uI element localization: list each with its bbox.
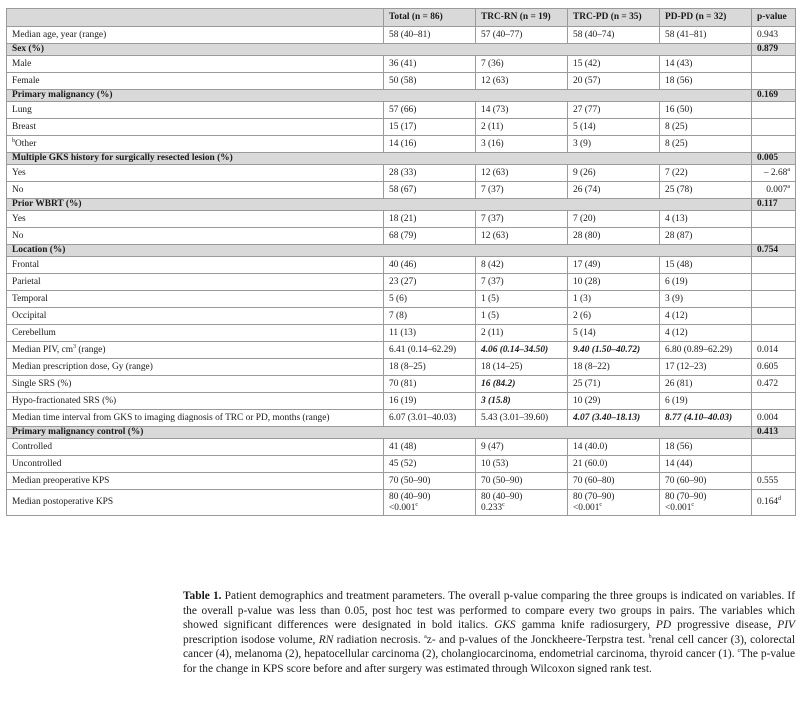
value-cell: 10 (53): [476, 456, 568, 473]
row-label: No: [7, 228, 384, 245]
value-cell: 70 (50–90): [476, 473, 568, 490]
p-value-cell: 0.555: [752, 473, 796, 490]
abbr-term: PD: [655, 619, 672, 632]
value-cell: 18 (8–25): [384, 359, 476, 376]
row-label: Single SRS (%): [7, 376, 384, 393]
row-label: Median postoperative KPS: [7, 490, 384, 516]
row-label: Median PIV, $cm^3$ (range): [7, 342, 384, 359]
table-row: [7, 228, 796, 245]
value-cell: 14 (43): [660, 56, 752, 73]
caption-note-b: renal cell cancer (3), colorectal cancer (4), melanoma (2), hepatocellular carcinoma (2), cholangiocarcinoma, endometrial carcinoma, thyroid cancer (1).: [183, 633, 796, 661]
value-cell: 12 (63): [476, 228, 568, 245]
p-value-cell: [752, 291, 796, 308]
header-cell: PD-PD (n = 32): [660, 9, 752, 27]
value-cell: 15 (48): [660, 257, 752, 274]
value-cell: 3 (15.8): [476, 393, 568, 410]
value-cell: 16 (50): [660, 102, 752, 119]
section-row: [7, 153, 796, 165]
value-cell: 4 (12): [660, 325, 752, 342]
value-cell: 12 (63): [476, 165, 568, 182]
table-row: [7, 410, 796, 427]
table-caption: Table 1. Patient demographics and treatment parameters. The overall p-value comparing the three groups is indicated on variables. If the overall p-value was less than 0.05, post hoc test was performed to compare every two groups in pairs. The variables which showed significant differences were designated in bold italics. GKS gamma knife radiosurgery, PD progressive disease, PIV prescription isodose volume, RN radiation necrosis. $^a$z- and p-values of the Jonckheere-Terpstra test. $^b$renal cell cancer (3), colorectal cancer (4), melanoma (2), hepatocellular carcinoma (2), cholangiocarcinoma, endometrial carcinoma, thyroid cancer (1). $^c$The p-value for the change in KPS score before and after surgery was estimated through Wilcoxon signed rank test.: [183, 590, 796, 675]
row-label: Controlled: [7, 439, 384, 456]
abbr-def: radiation necrosis.: [333, 633, 421, 646]
p-value-cell: 0.943: [752, 27, 796, 44]
header-cell: TRC-PD (n = 35): [568, 9, 660, 27]
p-value-cell: [752, 136, 796, 153]
table-row: [7, 342, 796, 359]
p-value-cell: [752, 56, 796, 73]
value-cell: 18 (56): [660, 439, 752, 456]
table-row: [7, 274, 796, 291]
value-cell: 6 (19): [660, 274, 752, 291]
value-cell: 50 (58): [384, 73, 476, 90]
row-label: Uncontrolled: [7, 456, 384, 473]
p-value-cell: 0.413: [752, 427, 796, 439]
value-cell: 8 (25): [660, 136, 752, 153]
table-row: [7, 291, 796, 308]
value-cell: 7 (20): [568, 211, 660, 228]
superscript: c: [502, 501, 505, 508]
header-cell: TRC-RN (n = 19): [476, 9, 568, 27]
table-body: [7, 27, 796, 516]
value-cell: 7 (8): [384, 308, 476, 325]
section-row: [7, 245, 796, 257]
superscript: d: [778, 495, 782, 502]
table-row: [7, 73, 796, 90]
section-row: [7, 90, 796, 102]
table-row: [7, 359, 796, 376]
row-label: Cerebellum: [7, 325, 384, 342]
row-label: Occipital: [7, 308, 384, 325]
p-value-cell: [752, 73, 796, 90]
value-cell: 16 (84.2): [476, 376, 568, 393]
abbr-def: prescription isodose volume,: [183, 633, 319, 646]
value-cell: 3 (9): [568, 136, 660, 153]
p-value-cell: 0.472: [752, 376, 796, 393]
value-cell: 1 (3): [568, 291, 660, 308]
value-cell: 80 (40–90) 0.233$^c$: [476, 490, 568, 516]
value-cell: 20 (57): [568, 73, 660, 90]
value-cell: 70 (50–90): [384, 473, 476, 490]
p-value-cell: [752, 393, 796, 410]
value-cell: 68 (79): [384, 228, 476, 245]
table-row: [7, 376, 796, 393]
abbr-term: GKS: [494, 619, 516, 632]
value-cell: 9 (26): [568, 165, 660, 182]
caption-text: Patient demographics and treatment parameters. The overall p-value comparing the three groups is indicated on variables. If the overall p-value was less than 0.05, post hoc test was performed to compare every two groups in pairs. The variables which showed significant differences were designated in bold italics.: [183, 590, 795, 632]
section-label: Multiple GKS history for surgically resected lesion (%): [7, 153, 752, 165]
value-cell: 40 (46): [384, 257, 476, 274]
table-row: [7, 27, 796, 44]
value-cell: 12 (63): [476, 73, 568, 90]
section-label: Primary malignancy control (%): [7, 427, 752, 439]
value-cell: 25 (71): [568, 376, 660, 393]
table-row: [7, 211, 796, 228]
value-cell: 14 (40.0): [568, 439, 660, 456]
value-cell: 17 (12–23): [660, 359, 752, 376]
value-cell: 57 (40–77): [476, 27, 568, 44]
table-row: [7, 439, 796, 456]
value-cell: 3 (9): [660, 291, 752, 308]
value-cell: 1 (5): [476, 291, 568, 308]
value-cell: 58 (67): [384, 182, 476, 199]
abbr-term: PIV: [777, 619, 795, 632]
value-cell: 7 (37): [476, 274, 568, 291]
value-cell: 6.41 (0.14–62.29): [384, 342, 476, 359]
value-cell: 41 (48): [384, 439, 476, 456]
value-cell: 2 (11): [476, 325, 568, 342]
value-cell: 26 (74): [568, 182, 660, 199]
section-row: [7, 44, 796, 56]
value-cell: 4.07 (3.40–18.13): [568, 410, 660, 427]
row-label: Median preoperative KPS: [7, 473, 384, 490]
value-cell: 80 (70–90) <0.001$^c$: [660, 490, 752, 516]
value-cell: 58 (40–81): [384, 27, 476, 44]
p-value-cell: 0.605: [752, 359, 796, 376]
value-cell: 70 (60–90): [660, 473, 752, 490]
p-value-cell: 0.005: [752, 153, 796, 165]
p-value-cell: 0.169: [752, 90, 796, 102]
value-cell: 7 (36): [476, 56, 568, 73]
value-cell: 8.77 (4.10–40.03): [660, 410, 752, 427]
row-label: Temporal: [7, 291, 384, 308]
row-label: Yes: [7, 211, 384, 228]
section-label: Location (%): [7, 245, 752, 257]
superscript: a: [787, 183, 790, 190]
value-cell: 3 (16): [476, 136, 568, 153]
table-header: [7, 9, 796, 27]
value-cell: 5 (14): [568, 119, 660, 136]
value-cell: 1 (5): [476, 308, 568, 325]
value-cell: 80 (40–90) <0.001$^c$: [384, 490, 476, 516]
value-cell: 16 (19): [384, 393, 476, 410]
value-cell: 5 (6): [384, 291, 476, 308]
value-cell: 28 (80): [568, 228, 660, 245]
table-row: [7, 257, 796, 274]
value-cell: 27 (77): [568, 102, 660, 119]
value-cell: 45 (52): [384, 456, 476, 473]
p-value-cell: [752, 308, 796, 325]
value-cell: 7 (37): [476, 182, 568, 199]
value-cell: 23 (27): [384, 274, 476, 291]
demographics-table: [6, 8, 796, 516]
abbr-def: gamma knife radiosurgery,: [515, 619, 656, 632]
p-value-cell: [752, 119, 796, 136]
superscript: b: [12, 137, 15, 144]
value-cell: 14 (16): [384, 136, 476, 153]
value-cell: 18 (8–22): [568, 359, 660, 376]
p-value-cell: 0.014: [752, 342, 796, 359]
value-cell: 14 (44): [660, 456, 752, 473]
table-row: [7, 182, 796, 199]
superscript: 3: [73, 343, 77, 350]
p-value-cell: 0.879: [752, 44, 796, 56]
p-value-cell: – 2.68$^a$: [752, 165, 796, 182]
caption-note-a: z- and p-values of the Jonckheere-Terpstra test.: [426, 633, 649, 646]
table-row: [7, 325, 796, 342]
value-cell: 17 (49): [568, 257, 660, 274]
value-cell: 70 (60–80): [568, 473, 660, 490]
p-value-cell: [752, 228, 796, 245]
table-row: [7, 136, 796, 153]
value-cell: 28 (33): [384, 165, 476, 182]
table-row: [7, 119, 796, 136]
value-cell: 7 (22): [660, 165, 752, 182]
caption-note-c: The p-value for the change in KPS score before and after surgery was estimated through Wilcoxon signed rank test.: [183, 648, 796, 675]
value-cell: 6.07 (3.01–40.03): [384, 410, 476, 427]
value-cell: 18 (56): [660, 73, 752, 90]
value-cell: 26 (81): [660, 376, 752, 393]
superscript: c: [415, 501, 419, 508]
value-cell: 4 (12): [660, 308, 752, 325]
row-label: No: [7, 182, 384, 199]
value-cell: 36 (41): [384, 56, 476, 73]
header-cell: Total (n = 86): [384, 9, 476, 27]
section-label: Primary malignancy (%): [7, 90, 752, 102]
row-label: Yes: [7, 165, 384, 182]
table-row: [7, 490, 796, 516]
section-label: Prior WBRT (%): [7, 199, 752, 211]
value-cell: 10 (29): [568, 393, 660, 410]
section-label: Sex (%): [7, 44, 752, 56]
table-row: [7, 473, 796, 490]
row-label: Hypo-fractionated SRS (%): [7, 393, 384, 410]
value-cell: 58 (41–81): [660, 27, 752, 44]
value-cell: 9 (47): [476, 439, 568, 456]
section-row: [7, 427, 796, 439]
value-cell: 28 (87): [660, 228, 752, 245]
row-label: Lung: [7, 102, 384, 119]
value-cell: 14 (73): [476, 102, 568, 119]
value-cell: 8 (42): [476, 257, 568, 274]
value-cell: 2 (11): [476, 119, 568, 136]
p-value-cell: [752, 439, 796, 456]
superscript: c: [691, 501, 695, 508]
value-cell: 10 (28): [568, 274, 660, 291]
p-value-cell: 0.164$^d$: [752, 490, 796, 516]
row-label: Parietal: [7, 274, 384, 291]
p-value-cell: [752, 102, 796, 119]
value-cell: 18 (21): [384, 211, 476, 228]
row-label: Frontal: [7, 257, 384, 274]
superscript: c: [599, 501, 603, 508]
table-row: [7, 102, 796, 119]
p-value-cell: [752, 456, 796, 473]
value-cell: 4.06 (0.14–34.50): [476, 342, 568, 359]
row-label: Median time interval from GKS to imaging diagnosis of TRC or PD, months (range): [7, 410, 384, 427]
abbr-def: progressive disease,: [671, 619, 778, 632]
value-cell: 5 (14): [568, 325, 660, 342]
p-value-cell: [752, 274, 796, 291]
section-row: [7, 199, 796, 211]
table-row: [7, 308, 796, 325]
p-value-cell: [752, 211, 796, 228]
value-cell: 70 (81): [384, 376, 476, 393]
table-row: [7, 56, 796, 73]
value-cell: 15 (17): [384, 119, 476, 136]
p-value-cell: 0.754: [752, 245, 796, 257]
value-cell: 2 (6): [568, 308, 660, 325]
value-cell: 15 (42): [568, 56, 660, 73]
p-value-cell: 0.117: [752, 199, 796, 211]
row-label: Male: [7, 56, 384, 73]
row-label: Female: [7, 73, 384, 90]
value-cell: 9.40 (1.50–40.72): [568, 342, 660, 359]
abbr-term: RN: [318, 633, 334, 646]
table-row: [7, 456, 796, 473]
p-value-cell: 0.004: [752, 410, 796, 427]
table-row: [7, 393, 796, 410]
superscript: a: [787, 166, 790, 173]
row-label: Breast: [7, 119, 384, 136]
value-cell: 80 (70–90) <0.001$^c$: [568, 490, 660, 516]
value-cell: 7 (37): [476, 211, 568, 228]
value-cell: 4 (13): [660, 211, 752, 228]
header-cell: [7, 9, 384, 27]
row-label: Median age, year (range): [7, 27, 384, 44]
p-value-cell: 0.007$^a$: [752, 182, 796, 199]
value-cell: 57 (66): [384, 102, 476, 119]
value-cell: 5.43 (3.01–39.60): [476, 410, 568, 427]
value-cell: 25 (78): [660, 182, 752, 199]
table-row: [7, 165, 796, 182]
caption-label: Table 1.: [183, 590, 222, 602]
header-p-value: p-value: [752, 9, 796, 27]
row-label: $^b$Other: [7, 136, 384, 153]
value-cell: 58 (40–74): [568, 27, 660, 44]
value-cell: 6.80 (0.89–62.29): [660, 342, 752, 359]
row-label: Median prescription dose, Gy (range): [7, 359, 384, 376]
value-cell: 21 (60.0): [568, 456, 660, 473]
value-cell: 11 (13): [384, 325, 476, 342]
value-cell: 6 (19): [660, 393, 752, 410]
p-value-cell: [752, 257, 796, 274]
value-cell: 18 (14–25): [476, 359, 568, 376]
p-value-cell: [752, 325, 796, 342]
value-cell: 8 (25): [660, 119, 752, 136]
